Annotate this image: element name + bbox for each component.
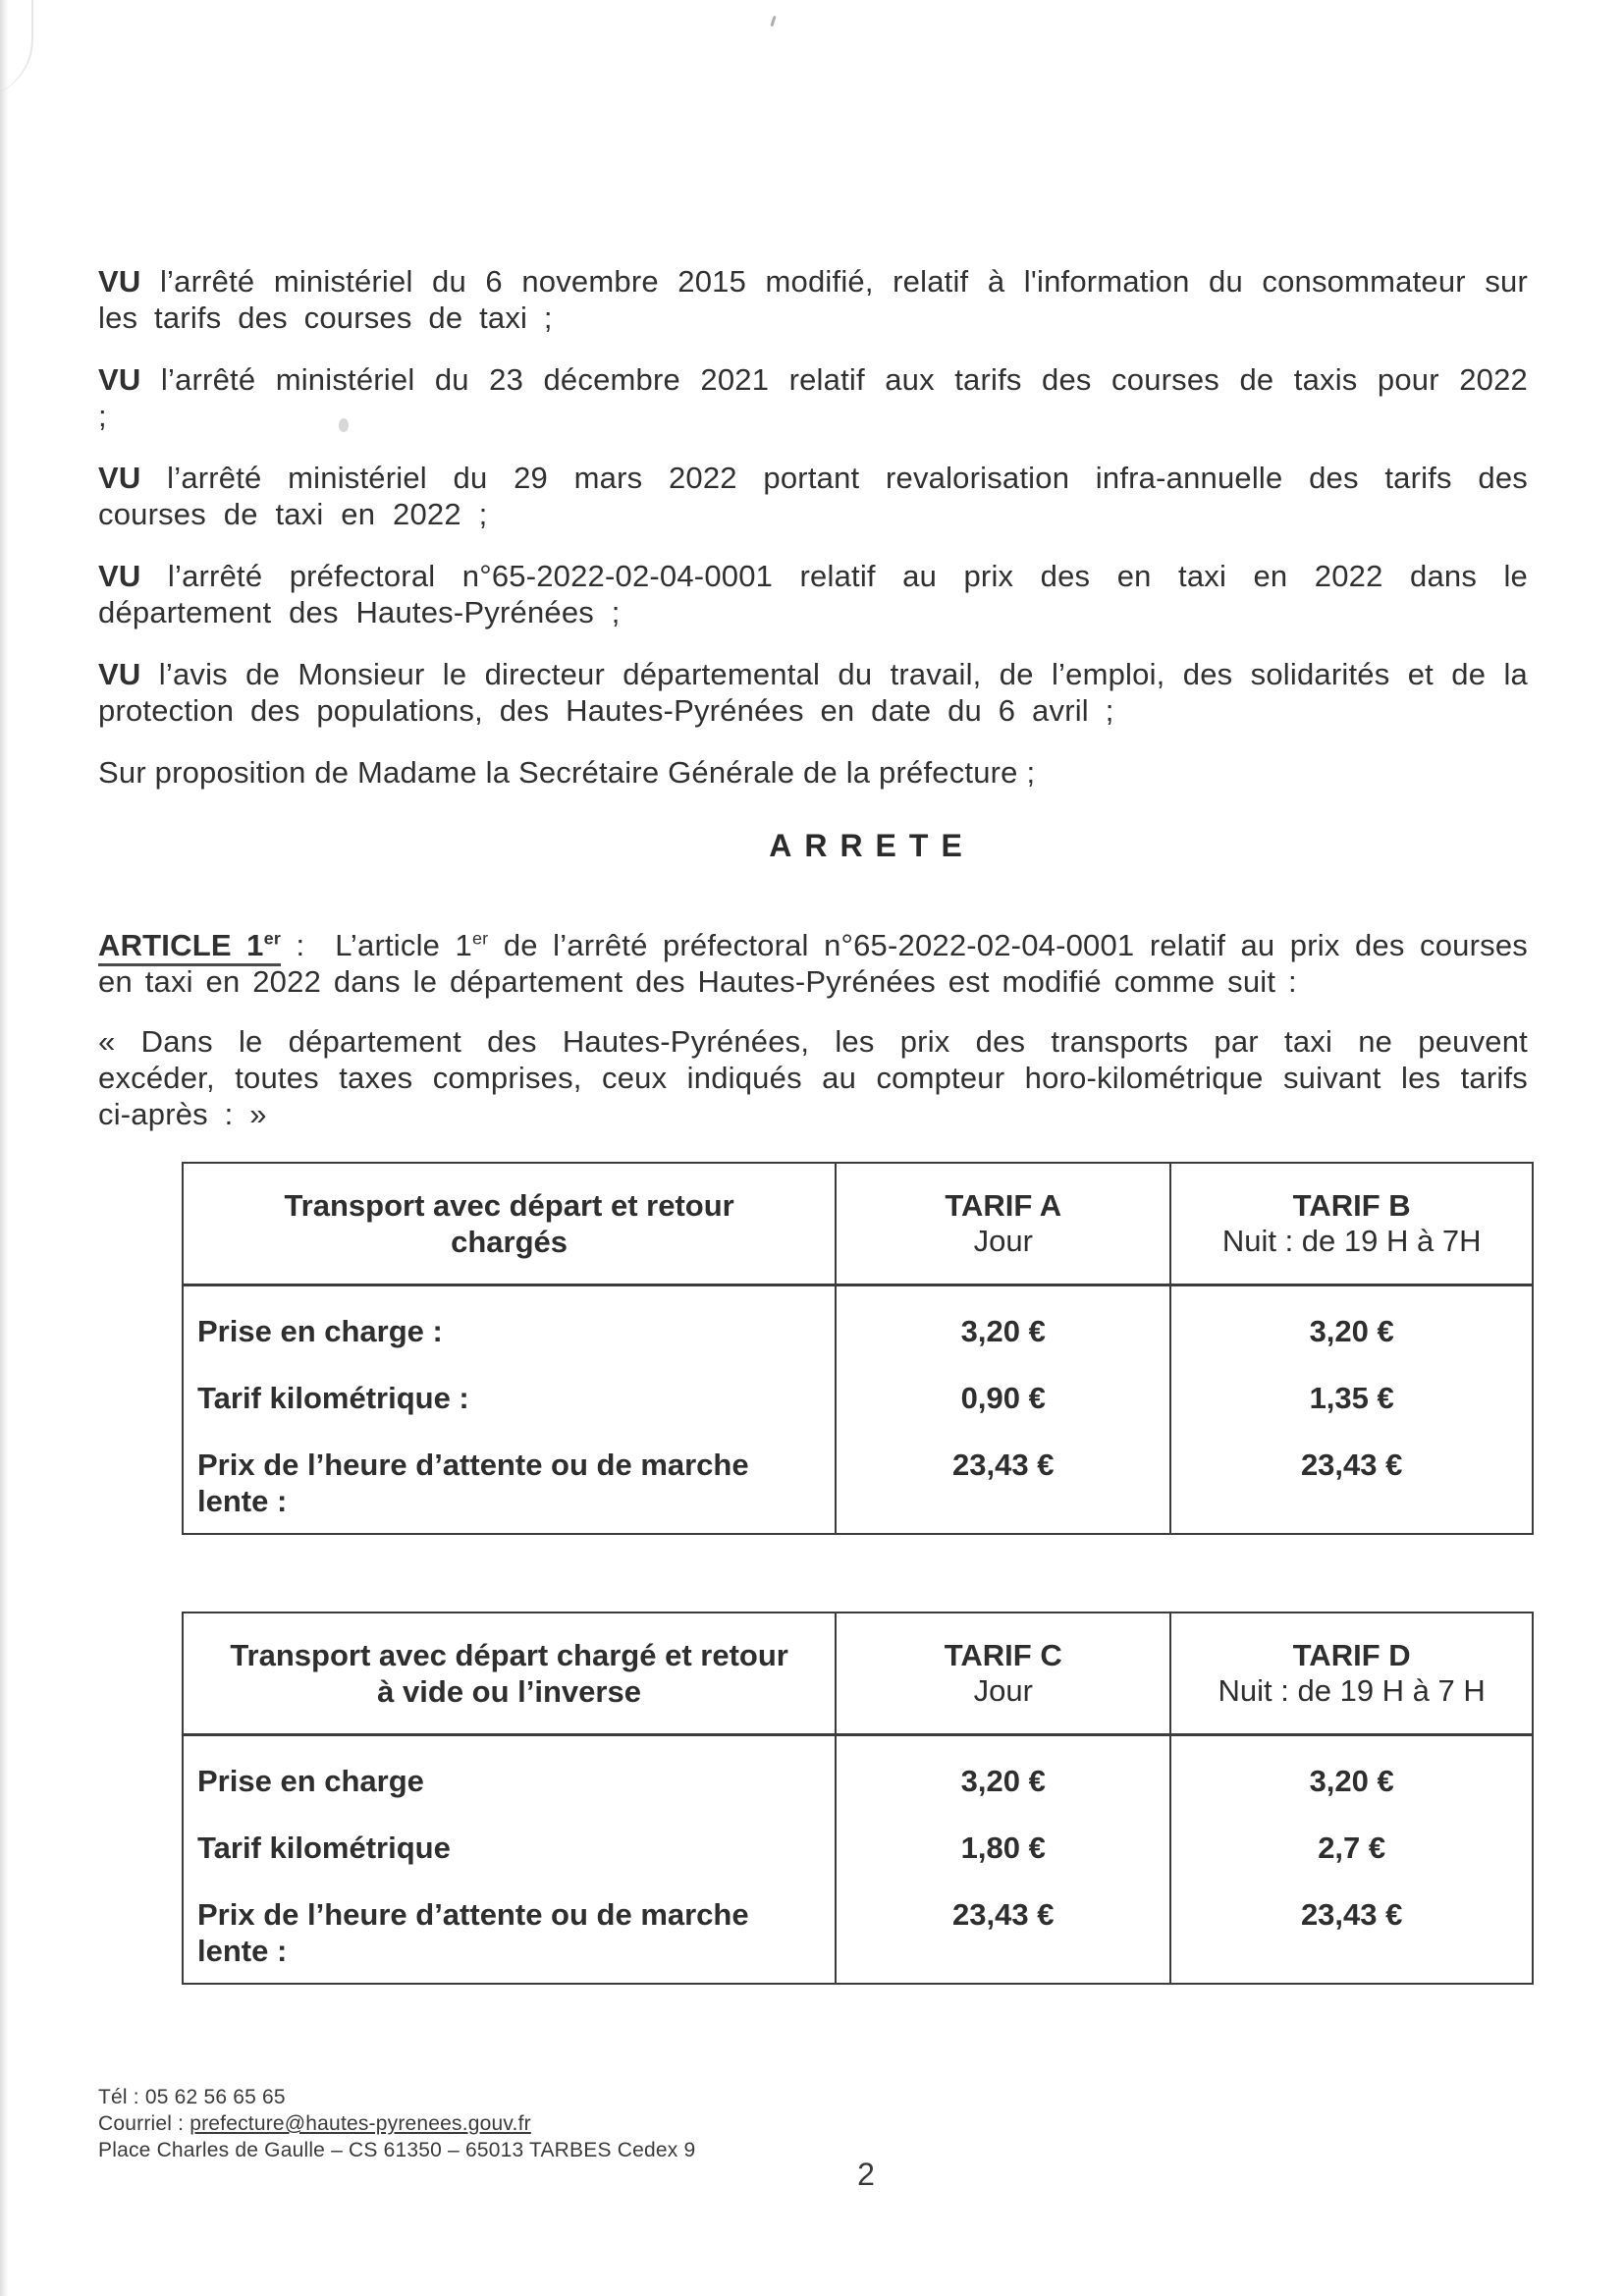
recital-lead: VU xyxy=(98,264,141,299)
recital-lead: VU xyxy=(98,559,141,593)
article-1-paragraph xyxy=(98,927,1528,1000)
recital-paragraph-4 xyxy=(98,558,1528,630)
table-title-cell xyxy=(184,1613,835,1733)
scan-corner-artifact xyxy=(0,0,33,98)
tariff-value: 3,20 € xyxy=(960,1314,1046,1348)
tarif-c-values-column xyxy=(835,1736,1169,1983)
recital-lead: VU xyxy=(98,657,141,691)
tarif-d-name: TARIF D xyxy=(1292,1638,1411,1672)
tarif-c-header-cell xyxy=(835,1613,1169,1733)
recital-text: l’arrêté ministériel du 29 mars 2022 portant revalorisation infra-annuelle des tarifs des courses de taxi en 2022 ; xyxy=(98,461,1528,531)
recital-lead: VU xyxy=(98,362,141,397)
table-title: Transport avec départ chargé et retour à vide ou l’inverse xyxy=(230,1638,788,1709)
table-title-cell xyxy=(184,1164,835,1284)
footer-tel: Tél : 05 62 56 65 65 xyxy=(98,2086,286,2108)
tarif-a-name: TARIF A xyxy=(945,1188,1062,1223)
tarif-a-sub: Jour xyxy=(973,1224,1033,1258)
arrete-heading: ARRETE xyxy=(769,828,975,863)
tarif-b-name: TARIF B xyxy=(1292,1188,1411,1223)
tariff-table-cd xyxy=(182,1612,1534,1985)
table-body-row xyxy=(184,1286,1532,1533)
table-body-row xyxy=(184,1736,1532,1983)
tarif-a-header-cell xyxy=(835,1164,1169,1284)
article-1-label: ARTICLE 1er xyxy=(98,928,281,966)
article-colon: : xyxy=(281,928,305,962)
tariff-value: 0,90 € xyxy=(960,1381,1046,1415)
page-number: 2 xyxy=(857,2157,875,2192)
tariff-value: 3,20 € xyxy=(1309,1764,1394,1798)
tariff-row-label: Prix de l’heure d’attente ou de marche lente : xyxy=(197,1448,749,1518)
table-labels-column xyxy=(184,1286,835,1533)
tarif-b-sub: Nuit : de 19 H à 7H xyxy=(1221,1224,1482,1258)
article-body-text: de l’arrêté préfectoral n°65-2022-02-04-0001 relatif au prix des courses en taxi en 2022 dans le département des Hautes-Pyrénées est modifié comme suit : xyxy=(98,928,1528,999)
tariff-value: 23,43 € xyxy=(952,1448,1055,1482)
tarif-d-header-cell xyxy=(1169,1613,1532,1733)
recital-lead: VU xyxy=(98,461,141,495)
tarif-c-name: TARIF C xyxy=(944,1638,1062,1672)
tarif-c-sub: Jour xyxy=(973,1673,1033,1708)
recital-text: l’arrêté ministériel du 23 décembre 2021 relatif aux tarifs des courses de taxis pour 2022 ; xyxy=(98,362,1528,433)
tarif-d-values-column xyxy=(1169,1736,1532,1983)
table-header-row xyxy=(184,1164,1532,1286)
recital-text: l’avis de Monsieur le directeur départemental du travail, de l’emploi, des solidarités et de la protection des populations, des Hautes-Pyrénées en date du 6 avril ; xyxy=(98,657,1528,728)
recital-paragraph-2 xyxy=(98,361,1528,434)
footer-email-line xyxy=(98,2110,695,2137)
tarif-a-values-column xyxy=(835,1286,1169,1533)
tariff-row-label: Tarif kilométrique : xyxy=(197,1381,469,1415)
scan-speck-artifact xyxy=(770,16,776,27)
tarif-d-sub: Nuit : de 19 H à 7 H xyxy=(1218,1673,1486,1708)
recital-paragraph-3 xyxy=(98,460,1528,532)
table-labels-column xyxy=(184,1736,835,1983)
tariff-value: 23,43 € xyxy=(1300,1448,1403,1482)
tariff-value: 23,43 € xyxy=(1300,1897,1403,1932)
proposition-text: Sur proposition de Madame la Secrétaire Générale de la préfecture ; xyxy=(98,755,1036,790)
tariff-value: 3,20 € xyxy=(960,1764,1046,1798)
footer-email-label: Courriel : xyxy=(98,2112,190,2135)
table-title: Transport avec départ et retour chargés xyxy=(284,1188,734,1259)
recital-text: l’arrêté préfectoral n°65-2022-02-04-0001 relatif au prix des en taxi en 2022 dans le département des Hautes-Pyrénées ; xyxy=(98,559,1528,629)
quote-paragraph: « Dans le département des Hautes-Pyrénées, les prix des transports par taxi ne peuvent excéder, toutes taxes comprises, ceux indiqués au compteur horo-kilométrique suivant les tarifs ci-après : » xyxy=(98,1024,1528,1131)
recital-paragraph-5 xyxy=(98,656,1528,729)
table-header-row xyxy=(184,1613,1532,1736)
footer xyxy=(98,2084,695,2163)
tariff-value: 23,43 € xyxy=(952,1897,1055,1932)
article-body-sup: er xyxy=(471,928,489,949)
footer-email-link[interactable]: prefecture@hautes-pyrenees.gouv.fr xyxy=(189,2112,531,2135)
scan-edge-artifact xyxy=(0,0,9,2296)
tariff-row-label: Tarif kilométrique xyxy=(197,1831,451,1865)
tariff-table-ab xyxy=(182,1162,1534,1535)
footer-address: Place Charles de Gaulle – CS 61350 – 65013 TARBES Cedex 9 xyxy=(98,2139,696,2161)
recital-text: l’arrêté ministériel du 6 novembre 2015 modifié, relatif à l'information du consommateur sur les tarifs des courses de taxi ; xyxy=(98,264,1528,335)
tarif-b-header-cell xyxy=(1169,1164,1532,1284)
tariff-value: 1,35 € xyxy=(1309,1381,1394,1415)
tariff-row-label: Prix de l’heure d’attente ou de marche lente : xyxy=(197,1897,749,1968)
document-body xyxy=(98,263,1528,1985)
tariff-row-label: Prise en charge xyxy=(197,1764,424,1798)
tariff-value: 2,7 € xyxy=(1318,1831,1386,1865)
tariff-row-label: Prise en charge : xyxy=(197,1314,443,1348)
proposition-paragraph xyxy=(98,754,1528,791)
recital-paragraph-1 xyxy=(98,263,1528,336)
article-body-start: L’article 1 xyxy=(335,928,472,962)
tariff-value: 1,80 € xyxy=(960,1831,1046,1865)
tarif-b-values-column xyxy=(1169,1286,1532,1533)
tariff-value: 3,20 € xyxy=(1309,1314,1394,1348)
